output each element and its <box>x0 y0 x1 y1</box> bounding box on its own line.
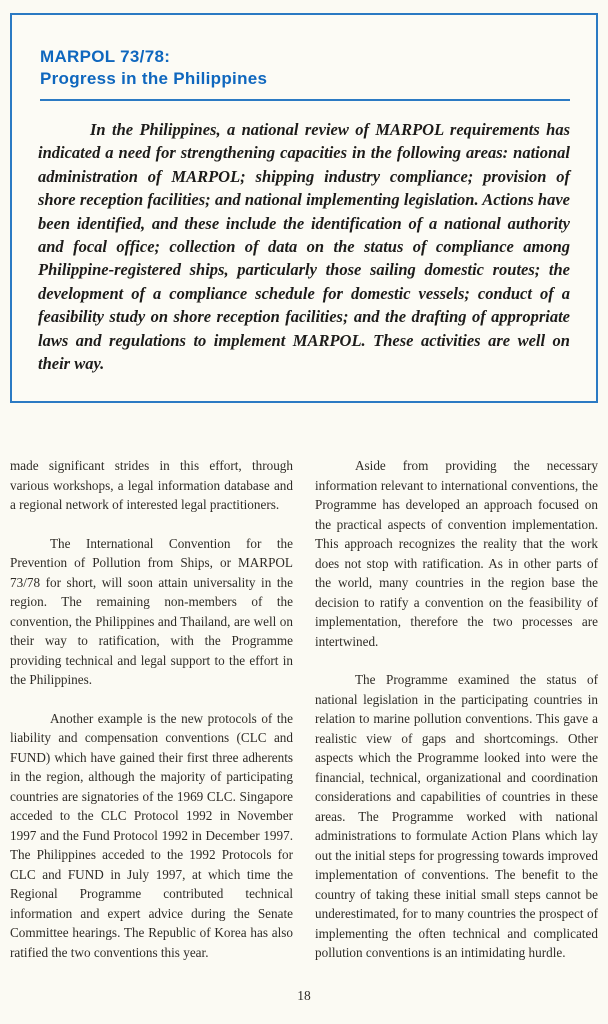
body-columns <box>10 456 598 982</box>
article-title <box>40 46 568 90</box>
paragraph: Another example is the new protocols of the liability and compensation conventions (CLC and FUND) which have gained their first three adherents in the region, although the majority of participating countries are signatories of the 1969 CLC. Singapore acceded to the CLC Protocol 1992 in November 1997 and the Fund Protocol 1992 in December 1997. The Philippines acceded to the 1992 Protocols for CLC and FUND in July 1997, at which time the Regional Programme contributed technical information and expert advice during the Senate Committee hearings. The Republic of Korea has also ratified the two conventions this year. <box>10 710 293 960</box>
title-rule <box>40 99 570 101</box>
left-column <box>10 456 293 982</box>
intro-paragraph: In the Philippines, a national review of MARPOL requirements has indicated a need for strengthening capacities in the following areas: national administration of MARPOL; shipping industry compliance; provision of shore reception facilities; and national implementing legislation. Actions have been identified, and these include the identification of a national authority and focal office; collection of data on the status of compliance among Philippine-registered ships, particularly those sailing domestic routes; the development of a compliance schedule for domestic vessels; conduct of a feasibility study on shore reception facilities; and the drafting of appropriate laws and regulations to implement MARPOL. These activities are well on their way. <box>38 120 570 374</box>
paragraph: made significant strides in this effort, through various workshops, a legal information database and a regional network of interested legal practitioners. <box>10 458 293 512</box>
header-box <box>10 13 598 403</box>
paragraph: The Programme examined the status of national legislation in the participating countries in relation to marine pollution conventions. This gave a realistic view of gaps and shortcomings. Other aspects which the Programme looked into were the financial, technical, organizational and coordination considerations and capabilities of countries in these areas. The Programme worked with national administrations to formulate Action Plans which lay out the initial steps for progressing towards improved implementation of conventions. The benefit to the country of taking these initial small steps cannot be underestimated, for to many countries the prospect of implementing the often technical and complicated pollution conventions is an intimidating hurdle. <box>315 672 598 960</box>
right-column <box>315 456 598 982</box>
paragraph: Aside from providing the necessary information relevant to international conventions, the Programme has developed an approach focused on the practical aspects of convention implementation. This approach recognizes the reality that the work does not stop with ratification. As in other parts of the world, many countries in the region base the decision to ratify a convention on the feasibility of implementation, therefore the two processes are intertwined. <box>315 458 598 649</box>
paragraph: The International Convention for the Prevention of Pollution from Ships, or MARPOL 73/78 for short, will soon attain universality in the region. The remaining non-members of the convention, the Philippines and Thailand, are well on their way to ratification, with the Programme providing technical and legal support to the effort in the Philippines. <box>10 535 293 687</box>
article-title-line2: Progress in the Philippines <box>40 69 268 88</box>
article-title-line1: MARPOL 73/78: <box>40 47 171 66</box>
page-number: 18 <box>297 988 311 1003</box>
